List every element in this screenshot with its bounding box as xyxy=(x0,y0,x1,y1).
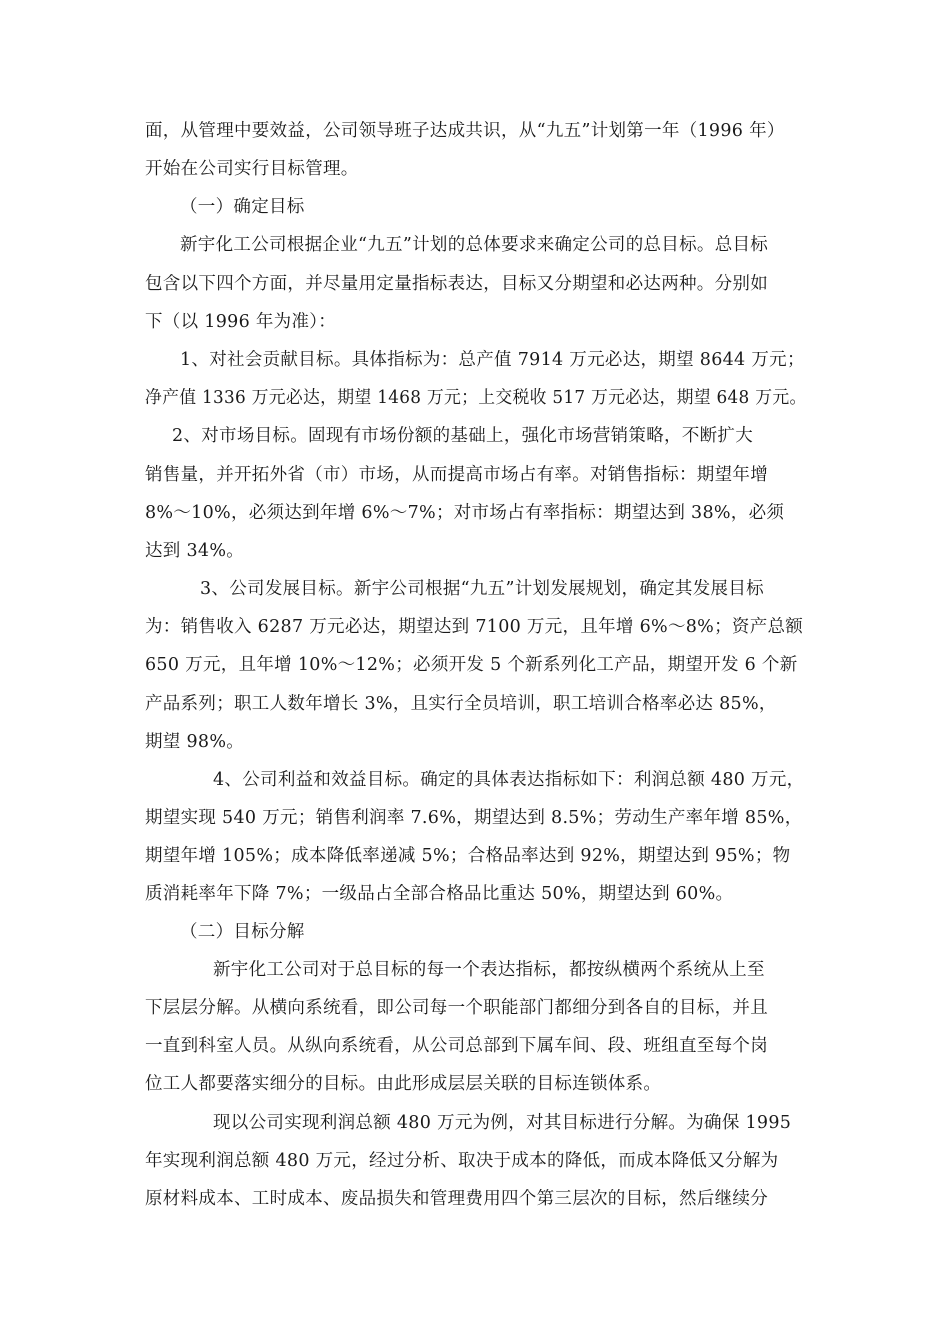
text-line: 4、公司利益和效益目标。确定的具体表达指标如下：利润总额 480 万元， xyxy=(213,770,805,790)
text-line: 销售量，并开拓外省（市）市场，从而提高市场占有率。对销售指标：期望年增 xyxy=(145,465,768,485)
text-line: 面，从管理中要效益，公司领导班子达成共识，从“九五”计划第一年（1996 年） xyxy=(145,121,785,141)
text-line: 一直到科室人员。从纵向系统看，从公司总部到下属车间、段、班组直至每个岗 xyxy=(145,1036,768,1056)
text-line: 期望实现 540 万元；销售利润率 7.6%，期望达到 8.5%；劳动生产率年增 85%， xyxy=(145,808,803,828)
text-line: 开始在公司实行目标管理。 xyxy=(145,159,359,179)
text-line: 年实现利润总额 480 万元，经过分析、取决于成本的降低，而成本降低又分解为 xyxy=(145,1151,779,1171)
text-line: 650 万元，且年增 10%～12%；必须开发 5 个新系列化工产品，期望开发 6 个新 xyxy=(145,655,798,675)
text-line: 8%～10%，必须达到年增 6%～7%；对市场占有率指标：期望达到 38%，必须 xyxy=(145,503,785,523)
text-line: 新宇化工公司根据企业“九五”计划的总体要求来确定公司的总目标。总目标 xyxy=(180,235,769,255)
text-line: 产品系列；职工人数年增长 3%，且实行全员培训，职工培训合格率必达 85%， xyxy=(145,694,777,714)
section-heading: （一）确定目标 xyxy=(180,197,305,217)
text-line: 现以公司实现利润总额 480 万元为例，对其目标进行分解。为确保 1995 xyxy=(213,1113,792,1133)
text-line: 质消耗率年下降 7%；一级品占全部合格品比重达 50%，期望达到 60%。 xyxy=(145,884,734,904)
text-line: 达到 34%。 xyxy=(145,541,245,561)
text-line: 新宇化工公司对于总目标的每一个表达指标，都按纵横两个系统从上至 xyxy=(213,960,765,980)
text-line: 原材料成本、工时成本、废品损失和管理费用四个第三层次的目标，然后继续分 xyxy=(145,1189,768,1209)
text-line: 为：销售收入 6287 万元必达，期望达到 7100 万元，且年增 6%～8%；资产总额 xyxy=(145,617,804,637)
text-line: 下层层分解。从横向系统看，即公司每一个职能部门都细分到各自的目标，并且 xyxy=(145,998,768,1018)
text-line: 净产值 1336 万元必达，期望 1468 万元；上交税收 517 万元必达，期望 648 万元。 xyxy=(145,388,807,408)
text-line: 包含以下四个方面，并尽量用定量指标表达，目标又分期望和必达两种。分别如 xyxy=(145,274,768,294)
section-heading: （二）目标分解 xyxy=(180,922,305,942)
text-line: 位工人都要落实细分的目标。由此形成层层关联的目标连锁体系。 xyxy=(145,1074,662,1094)
text-line: 期望 98%。 xyxy=(145,732,245,752)
text-line: 1、对社会贡献目标。具体指标为：总产值 7914 万元必达，期望 8644 万元； xyxy=(180,350,805,370)
text-line: 期望年增 105%；成本降低率递减 5%；合格品率达到 92%，期望达到 95%；物 xyxy=(145,846,791,866)
text-line: 2、对市场目标。固现有市场份额的基础上，强化市场营销策略，不断扩大 xyxy=(172,426,754,446)
text-line: 下（以 1996 年为准）： xyxy=(145,312,337,332)
text-line: 3、公司发展目标。新宇公司根据“九五”计划发展规划，确定其发展目标 xyxy=(200,579,764,599)
